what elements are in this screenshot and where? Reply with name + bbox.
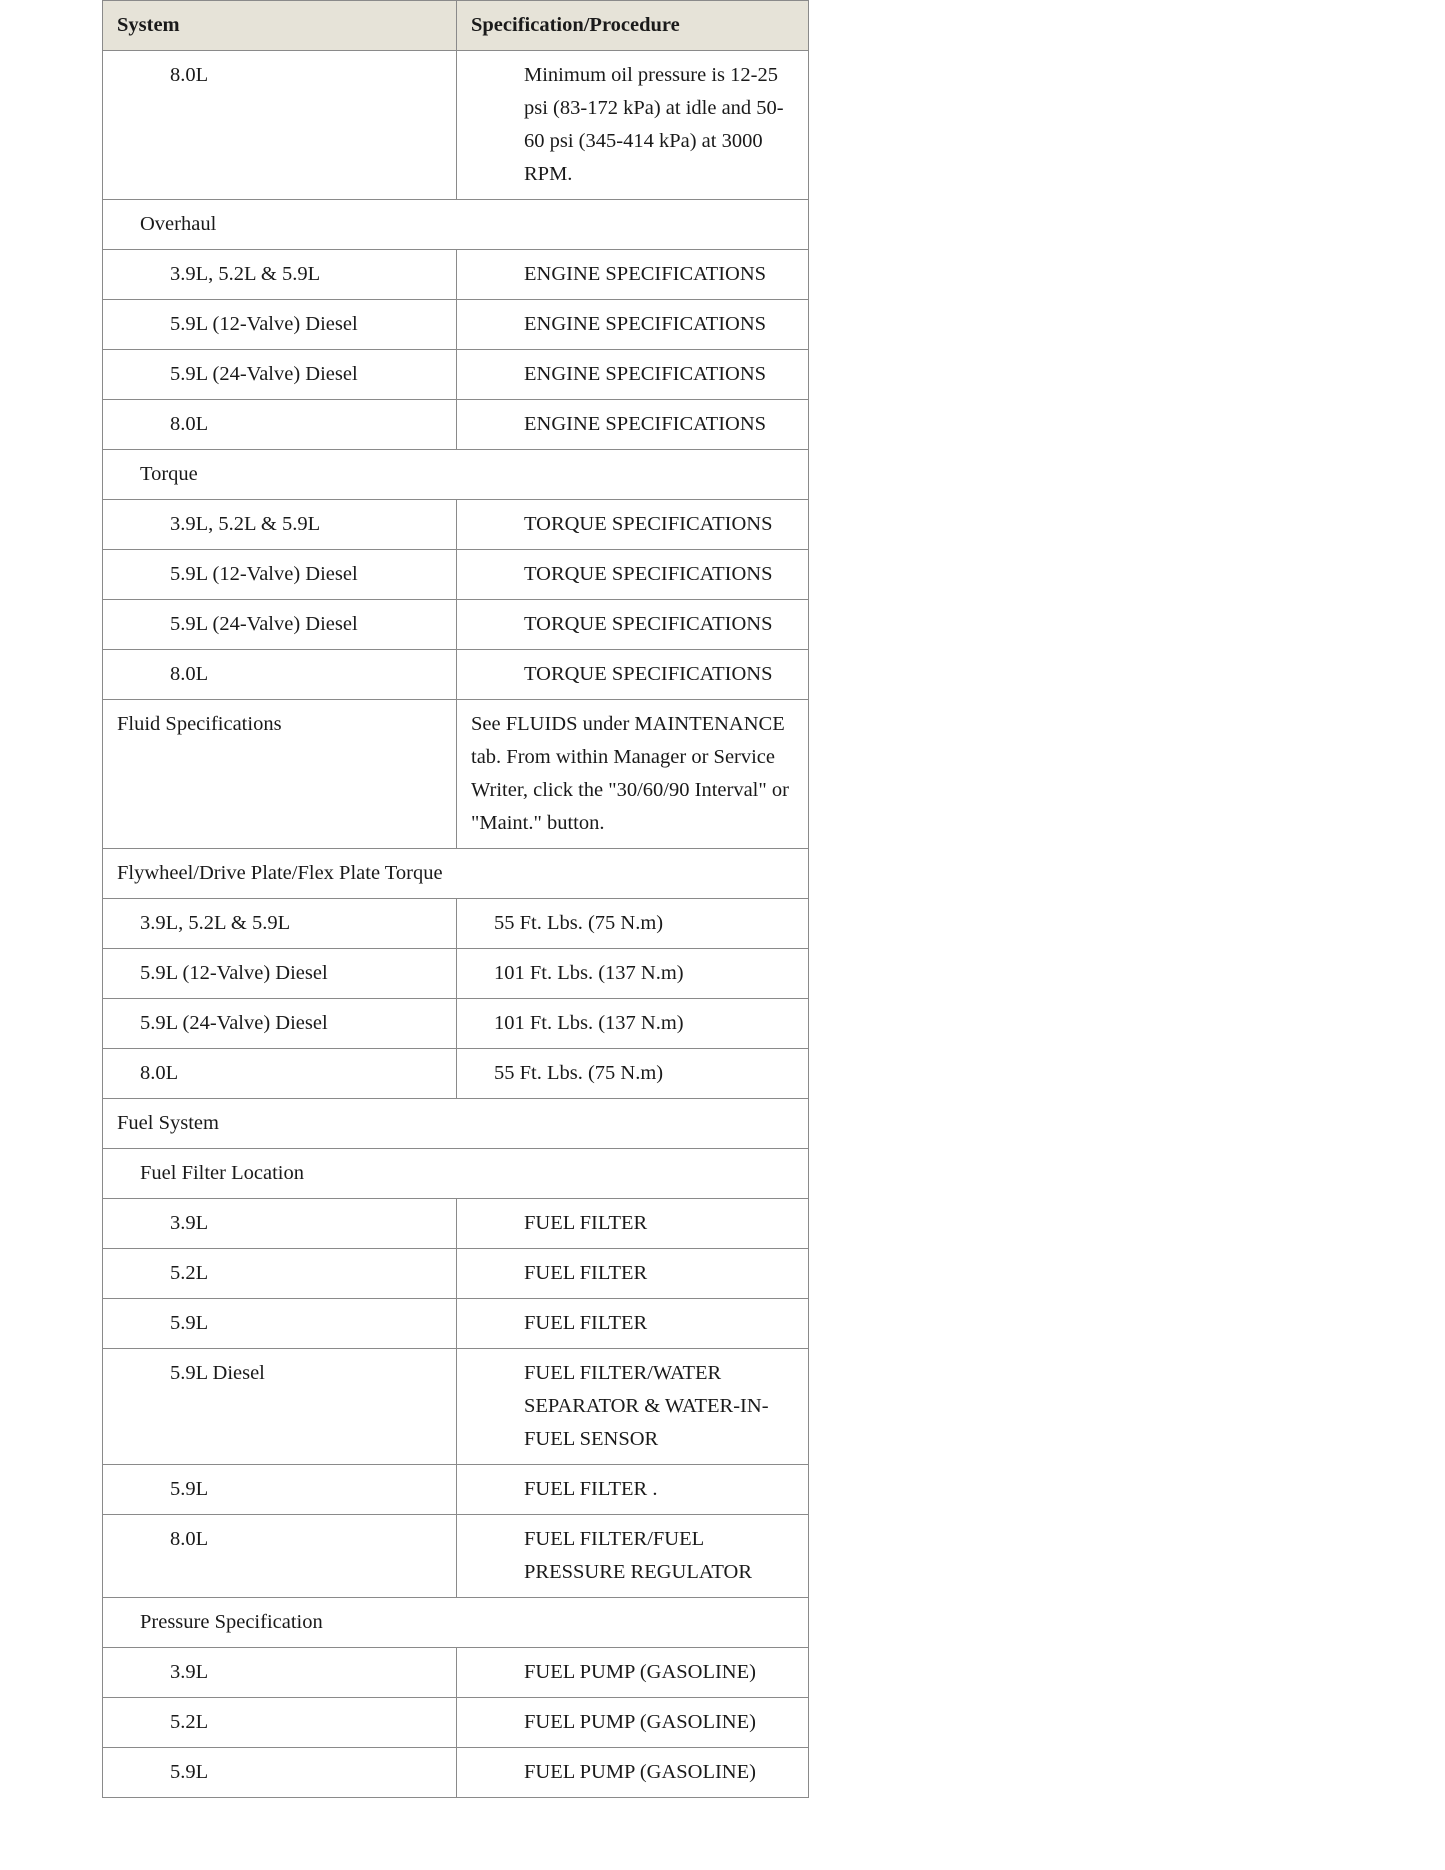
specification-cell: 101 Ft. Lbs. (137 N.m) [457, 999, 809, 1049]
system-cell: 5.9L (24-Valve) Diesel [103, 350, 457, 400]
specification-cell: ENGINE SPECIFICATIONS [457, 250, 809, 300]
specification-cell: ENGINE SPECIFICATIONS [457, 350, 809, 400]
section-heading: Fuel System [103, 1099, 809, 1149]
system-cell: 5.9L (12-Valve) Diesel [103, 550, 457, 600]
specification-table [102, 0, 809, 1798]
specification-cell: FUEL FILTER/FUEL PRESSURE REGULATOR [457, 1515, 809, 1598]
table-row [103, 1299, 809, 1349]
specification-cell: Minimum oil pressure is 12-25 psi (83-172 kPa) at idle and 50-60 psi (345-414 kPa) at 3000 RPM. [457, 51, 809, 200]
system-cell: 3.9L [103, 1648, 457, 1698]
system-cell: 5.9L [103, 1299, 457, 1349]
system-cell: 8.0L [103, 1049, 457, 1099]
table-row [103, 600, 809, 650]
section-row [103, 1099, 809, 1149]
specification-cell: ENGINE SPECIFICATIONS [457, 400, 809, 450]
specification-cell: FUEL FILTER [457, 1249, 809, 1299]
system-cell: 3.9L, 5.2L & 5.9L [103, 899, 457, 949]
table-row [103, 1199, 809, 1249]
section-heading: Overhaul [103, 200, 809, 250]
specification-cell: FUEL FILTER [457, 1299, 809, 1349]
system-cell: 3.9L, 5.2L & 5.9L [103, 500, 457, 550]
specification-cell: TORQUE SPECIFICATIONS [457, 600, 809, 650]
table-row [103, 300, 809, 350]
specification-cell: TORQUE SPECIFICATIONS [457, 550, 809, 600]
table-row [103, 949, 809, 999]
system-cell: 3.9L [103, 1199, 457, 1249]
specification-cell: FUEL FILTER . [457, 1465, 809, 1515]
specification-cell: TORQUE SPECIFICATIONS [457, 650, 809, 700]
system-cell: 5.9L (12-Valve) Diesel [103, 949, 457, 999]
system-cell: 5.9L [103, 1465, 457, 1515]
specification-cell: FUEL FILTER/WATER SEPARATOR & WATER-IN-FUEL SENSOR [457, 1349, 809, 1465]
system-cell: 5.9L [103, 1748, 457, 1798]
specification-cell: 55 Ft. Lbs. (75 N.m) [457, 899, 809, 949]
column-header-system: System [103, 1, 457, 51]
table-row [103, 999, 809, 1049]
system-cell: 5.2L [103, 1698, 457, 1748]
table-row [103, 550, 809, 600]
table-body [103, 51, 809, 1798]
system-cell: 8.0L [103, 1515, 457, 1598]
system-cell: 5.9L Diesel [103, 1349, 457, 1465]
specification-cell: FUEL PUMP (GASOLINE) [457, 1648, 809, 1698]
system-cell: 8.0L [103, 400, 457, 450]
table-row [103, 700, 809, 849]
system-cell: 8.0L [103, 51, 457, 200]
table-header-row [103, 1, 809, 51]
section-heading: Torque [103, 450, 809, 500]
section-row [103, 1149, 809, 1199]
system-cell: 5.9L (24-Valve) Diesel [103, 600, 457, 650]
table-row [103, 350, 809, 400]
table-row [103, 899, 809, 949]
system-cell: 8.0L [103, 650, 457, 700]
table-row [103, 250, 809, 300]
specification-cell: ENGINE SPECIFICATIONS [457, 300, 809, 350]
section-row [103, 450, 809, 500]
specification-cell: FUEL FILTER [457, 1199, 809, 1249]
table-row [103, 650, 809, 700]
specification-cell: See FLUIDS under MAINTENANCE tab. From within Manager or Service Writer, click the "30/60/90 Interval" or "Maint." button. [457, 700, 809, 849]
system-cell: 3.9L, 5.2L & 5.9L [103, 250, 457, 300]
table-row [103, 1648, 809, 1698]
table-row [103, 1515, 809, 1598]
table-row [103, 51, 809, 200]
table-row [103, 1049, 809, 1099]
system-cell: 5.2L [103, 1249, 457, 1299]
table-row [103, 1349, 809, 1465]
system-cell: Fluid Specifications [103, 700, 457, 849]
specification-cell: 55 Ft. Lbs. (75 N.m) [457, 1049, 809, 1099]
section-row [103, 200, 809, 250]
table-row [103, 1698, 809, 1748]
specification-cell: FUEL PUMP (GASOLINE) [457, 1748, 809, 1798]
table-row [103, 1465, 809, 1515]
system-cell: 5.9L (12-Valve) Diesel [103, 300, 457, 350]
specification-cell: TORQUE SPECIFICATIONS [457, 500, 809, 550]
system-cell: 5.9L (24-Valve) Diesel [103, 999, 457, 1049]
section-heading: Fuel Filter Location [103, 1149, 809, 1199]
section-heading: Pressure Specification [103, 1598, 809, 1648]
section-heading: Flywheel/Drive Plate/Flex Plate Torque [103, 849, 809, 899]
section-row [103, 1598, 809, 1648]
table-row [103, 500, 809, 550]
section-row [103, 849, 809, 899]
table-row [103, 400, 809, 450]
table-row [103, 1249, 809, 1299]
specification-cell: 101 Ft. Lbs. (137 N.m) [457, 949, 809, 999]
specification-cell: FUEL PUMP (GASOLINE) [457, 1698, 809, 1748]
column-header-specification: Specification/Procedure [457, 1, 809, 51]
table-row [103, 1748, 809, 1798]
